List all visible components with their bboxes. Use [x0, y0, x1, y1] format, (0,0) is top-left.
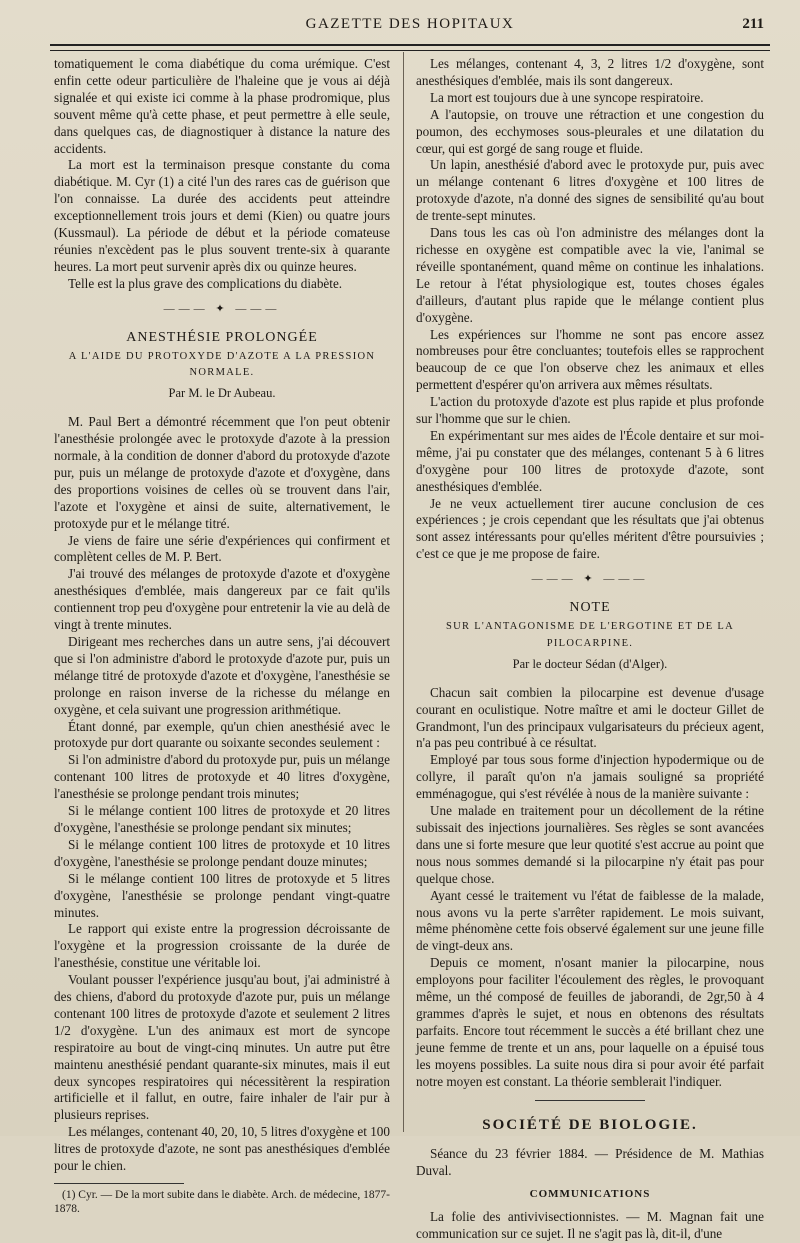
paragraph: Le rapport qui existe entre la progression décroissante de l'oxygène et la progression croissante de la durée de l'anesthésie, constitue une véritable loi.	[54, 921, 390, 971]
header-rule	[50, 44, 770, 51]
paragraph: Je ne veux actuellement tirer aucune conclusion de ces expériences ; je crois cependant que les résultats que j'ai obtenus sont assez intéressants pour qu'elles méritent d'être poursuivies ; c'est ce que je me propose de faire.	[416, 495, 764, 562]
page-number: 211	[742, 16, 764, 32]
paragraph: Si le mélange contient 100 litres de protoxyde et 10 litres d'oxygène, l'anesthésie se prolonge pendant douze minutes;	[54, 836, 390, 869]
paragraph: Un lapin, anesthésié d'abord avec le protoxyde pur, puis avec un mélange contenant 6 litres d'oxygène et 100 litres de protoxyde d'azote, n'a donné des signes de sensibilité qu'au bout de trente-sept minutes.	[416, 157, 764, 224]
paragraph: Je viens de faire une série d'expériences qui confirment et complètent celles de M. P. Bert.	[54, 532, 390, 565]
paragraph: Dirigeant mes recherches dans un autre sens, j'ai découvert que si l'on administre d'abord le protoxyde d'azote pur, puis un mélange titré de protoxyde d'azote et d'oxygène, l'anesthésie se prolonge en raison inverse de la richesse du mélange en oxygène, et cela suivant une progression arithmétique.	[54, 634, 390, 717]
communications-heading: COMMUNICATIONS	[529, 1188, 651, 1201]
paragraph: Depuis ce moment, n'osant manier la pilocarpine, nous employons pour faciliter l'écoulement des règles, le provoquant même, un thé composé de feuilles de jaborandi, de 2gr,50 à 4 grammes d'après le sujet, et nous en obtenons des résultats parfaits. Encore tout récemment le succès a été brillant chez une jeune femme de trente et un ans, pour laquelle on a épuisé tous les moyens possibles. La suite nous dira si pour avoir été parfait notre moyen est constant. La théorie semblerait l'indiquer.	[416, 955, 764, 1089]
paragraph: Étant donné, par exemple, qu'un chien anesthésié avec le protoxyde pur dort quarante ou soixante secondes seulement :	[54, 718, 390, 751]
paragraph: La folie des antivivisectionnistes. — M. Magnan fait une communication sur ce sujet. Il ne s'agit pas là, dit-il, d'une	[416, 1209, 764, 1241]
section-author: Par le docteur Sédan (d'Alger).	[512, 656, 668, 671]
paragraph: Dans tous les cas où l'on administre des mélanges dont la richesse en oxygène est compatible avec la vie, l'animal se réveille spontanément, quand même on continue les inhalations. Le retour à l'état physiologique est, toutes choses égales d'ailleurs, d'autant plus rapide que le mélange contient plus d'oxygène.	[416, 225, 764, 325]
running-title: GAZETTE DES HOPITAUX	[305, 16, 515, 32]
column-divider	[403, 52, 404, 1132]
paragraph: Si le mélange contient 100 litres de protoxyde et 5 litres d'oxygène, l'anesthésie se prolonge pendant vingt-quatre minutes.	[54, 870, 390, 920]
paragraph: Chacun sait combien la pilocarpine est devenue d'usage courant en oculistique. Notre maître et ami le docteur Gillet de Grandmont, l'un des principaux vulgarisateurs du précieux agent, n'a pas peu contribué à ce résultat.	[416, 684, 764, 751]
paragraph: Employé par tous sous forme d'injection hypodermique ou de collyre, il paraît qu'on n'a jamais souligné sa propriété emménagogue, qui s'est révélée à nous de la manière suivante :	[416, 752, 764, 802]
paragraph: Les mélanges, contenant 4, 3, 2 litres 1/2 d'oxygène, sont anesthésiques d'emblée, mais ils sont dangereux.	[416, 56, 764, 88]
paragraph: L'action du protoxyde d'azote est plus rapide et plus profonde sur l'homme que sur le chien.	[416, 394, 764, 427]
section-title: NOTE	[569, 600, 611, 616]
section-author: Par M. le Dr Aubeau.	[168, 386, 276, 401]
society-title: SOCIÉTÉ DE BIOLOGIE.	[482, 1117, 698, 1134]
paragraph: M. Paul Bert a démontré récemment que l'on peut obtenir l'anesthésie prolongée avec le protoxyde d'azote à la pression normale, à la condition de donner d'abord du protoxyde d'azote pur, puis un mélange de protoxyde d'azote et d'oxygène, dans des proportions voisines de celles où se trouvent dans l'air, l'azote et l'oxygène et ainsi de suite, alternativement, le protoxyde pur et le mélange titré.	[54, 414, 390, 531]
paragraph: La mort est la terminaison presque constante du coma diabétique. M. Cyr (1) a cité l'un des rares cas de guérison que l'on connaisse. La durée des accidents peut atteindre exceptionnellement trois jours et demi (Kien) ou quatre jours (Kussmaul). La période de début et la période comateuse réunies n'excèdent pas le plus souvent trente-six à quarante heures. La mort peut survenir après dix ou quinze heures.	[54, 157, 390, 274]
paragraph: La mort est toujours due à une syncope respiratoire.	[430, 89, 704, 105]
section-title: ANESTHÉSIE PROLONGÉE	[126, 329, 318, 345]
footnote-rule	[54, 1183, 184, 1184]
paragraph: Ayant cessé le traitement vu l'état de faiblesse de la malade, nous avons vu la perte s'arrêter rapidement. Le mois suivant, même phénomène cette fois observé également sur une jeune fille de vingt-deux ans.	[416, 887, 764, 954]
footnote: (1) Cyr. — De la mort subite dans le diabète. Arch. de médecine, 1877-1878.	[54, 1189, 390, 1215]
right-column	[416, 56, 764, 1243]
paragraph: Une malade en traitement pour un décollement de la rétine subissait des injections journalières. Ses règles se sont avancées dans une si forte mesure que leur quotité s'est accrue au point que nous nous sommes demandé si la pilocarpine n'y était pas pour quelque chose.	[416, 803, 764, 886]
paragraph: A l'autopsie, on trouve une rétraction et une congestion du poumon, des ecchymoses sous-pleurales et une dilatation du cœur, qui est gorgé de sang rouge et fluide.	[416, 106, 764, 156]
section-ornament: ——— ✦ ———	[531, 573, 649, 586]
section-rule	[535, 1100, 645, 1101]
left-column	[54, 56, 390, 1216]
paragraph: Voulant pousser l'expérience jusqu'au bout, j'ai administré à des chiens, d'abord du protoxyde d'azote pur, puis un mélange contenant 100 litres de protoxyde d'azote et seulement 2 litres 1/2 d'oxygène. L'un des animaux est mort de syncope respiratoire au bout de vingt-cinq minutes. Un autre put être maintenu anesthésié pendant quarante-six minutes, mais il eut deux syncopes respiratoires qui nécessitèrent la respiration artificielle et il fallut, en outre, faire inhaler de l'air pur à plusieurs reprises.	[54, 972, 390, 1123]
section-ornament: ——— ✦ ———	[163, 302, 281, 315]
section-subtitle: A L'AIDE DU PROTOXYDE D'AZOTE A LA PRESSION NORMALE.	[68, 350, 376, 379]
section-subtitle: SUR L'ANTAGONISME DE L'ERGOTINE ET DE LA PILOCARPINE.	[445, 621, 735, 649]
paragraph: Les mélanges, contenant 40, 20, 10, 5 litres d'oxygène et 100 litres de protoxyde d'azote, ne sont pas anesthésiques d'emblée pour le chien.	[54, 1124, 390, 1174]
paragraph: Si le mélange contient 100 litres de protoxyde et 20 litres d'oxygène, l'anesthésie se prolonge pendant six minutes;	[54, 803, 390, 835]
paragraph: tomatiquement le coma diabétique du coma urémique. C'est enfin cette odeur particulière de l'haleine que je vous ai déjà signalée et qui existe ici comme à la phase prodromique, plus souvent même qu'à cette phase, et peut permettre à elle seule, dans quelques cas, de diagnostiquer à distance la nature des accidents.	[54, 56, 390, 156]
paragraph: En expérimentant sur mes aides de l'École dentaire et sur moi-même, j'ai pu constater que des mélanges, contenant 5 à 6 litres d'oxygène pour 100 litres de protoxyde d'azote, sont anesthésiques d'emblée.	[416, 427, 764, 494]
paragraph: J'ai trouvé des mélanges de protoxyde d'azote et d'oxygène anesthésiques d'emblée, mais dangereux par ce fait qu'ils contiennent trop peu d'oxygène pour entretenir la vie au delà de vingt à trente minutes.	[54, 566, 390, 633]
paragraph: Si l'on administre d'abord du protoxyde pur, puis un mélange contenant 100 litres de protoxyde et 40 litres d'oxygène, l'anesthésie se prolonge pendant trois minutes;	[54, 752, 390, 802]
paragraph: Les expériences sur l'homme ne sont pas encore assez nombreuses pour être concluantes; toutefois elles se rapprochent beaucoup de ce que l'on observe chez les animaux et elles permettent d'espérer qu'on arrivera aux mêmes résultats.	[416, 326, 764, 393]
paragraph: Telle est la plus grave des complications du diabète.	[68, 275, 343, 291]
session-line: Séance du 23 février 1884. — Présidence de M. Mathias Duval.	[416, 1146, 764, 1179]
